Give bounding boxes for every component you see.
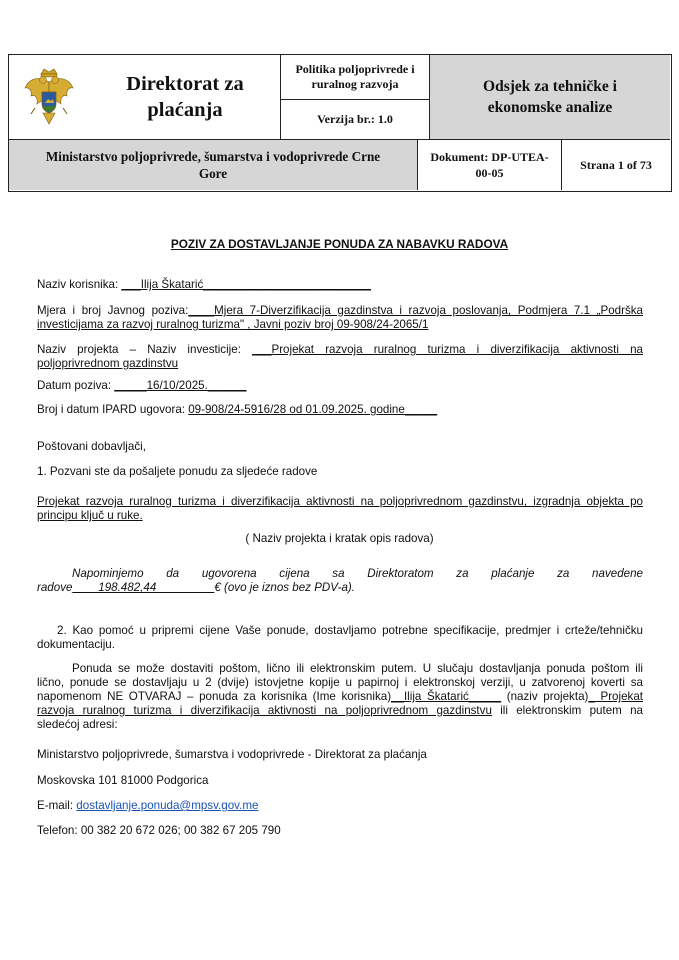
ipard-value: 09-908/24-5916/28 od 01.09.2025. godine (188, 403, 405, 416)
ministry-line1: Ministarstvo poljoprivrede, šumarstva i vodoprivrede Crne (45, 149, 381, 164)
policy-line1: Politika poljoprivrede i (295, 62, 415, 76)
document-id-line2: 00-05 (475, 166, 504, 180)
user-field (37, 278, 643, 292)
policy-cell (281, 55, 430, 100)
delivery-line3a: napomenom NE OTVARAJ – ponuda za korisnika (Ime korisnika) (37, 690, 392, 703)
ministry-cell (9, 140, 418, 190)
call-label: Mjera i broj Javnog poziva: (37, 304, 189, 317)
page-number-cell (562, 140, 670, 190)
delivery-line3d: _ Projekat (588, 690, 643, 703)
ipard-label: Broj i datum IPARD ugovora: (37, 403, 189, 416)
email-label: E-mail: (37, 799, 77, 812)
header-logo-cell (9, 55, 281, 140)
delivery-line3c: (naziv projekta) (501, 690, 589, 703)
version-cell (281, 100, 430, 140)
document-title: POZIV ZA DOSTAVLJANJE PONUDA ZA NABAVKU RADOVA (170, 237, 509, 251)
phone-row: Telefon: 00 382 20 672 026; 00 382 67 205 790 (37, 824, 281, 837)
project-field (37, 343, 643, 371)
call-line1: ____Mjera 7-Diverzifikacija gazdinstva i razvoja poslovanja, Podmjera 7.1 „Podrška (188, 304, 643, 317)
delivery-line4b: ili elektronskim putem na (491, 704, 643, 717)
note-line2-post: € (ovo je iznos bez PDV-a). (214, 581, 355, 594)
ipard-field (37, 403, 643, 417)
page-number: Strana 1 of 73 (580, 157, 652, 172)
delivery-project-name: razvoja ruralnog turizma i diverzifikacija aktivnosti na poljoprivrednom gazdinstvu (37, 704, 492, 717)
item2-line2: dokumentaciju. (37, 638, 115, 651)
user-value: ___Ilija Škatarić__________________________ (121, 278, 371, 291)
document-header (8, 54, 672, 192)
item-2 (37, 624, 643, 652)
project-label: Naziv projekta – Naziv investicije: (37, 343, 241, 356)
call-field (37, 304, 643, 332)
delivery-line1: Ponuda se može dostaviti poštom, lično ili elektronskim putem. U slučaju dostavljanja ponuda poštom ili (72, 662, 643, 675)
contract-amount: ____198.482,44_________ (72, 581, 215, 594)
call-line2: investicijama za razvoj ruralnog turizma" , Javni poziv broj 09-908/24-2065/1 (37, 318, 429, 331)
note-line1: Napominjemo da ugovorena cijena sa Direktoratom za plaćanje za navedene (72, 567, 643, 580)
document-id-cell (418, 140, 562, 190)
item2-line1: 2. Kao pomoć u pripremi cijene Vaše ponude, dostavljamo potrebne specifikacije, predmjer i crteže/tehničku (57, 624, 643, 637)
ministry-line2: Gore (198, 166, 228, 181)
address-ministry: Ministarstvo poljoprivrede, šumarstva i vodoprivrede - Direktorat za plaćanja (37, 748, 427, 761)
greeting: Poštovani dobavljači, (37, 440, 146, 453)
date-value: _____16/10/2025.______ (114, 379, 247, 392)
delivery-line2: lično, ponude se dostavljaju u 2 (dvije) istovjetne kopije u papirnoj i elektronskoj verziji, u zatvorenoj koverti sa (37, 676, 643, 689)
directorate-name-line1: Direktorat za (126, 73, 244, 95)
ipard-tail: _____ (404, 403, 438, 416)
works-description (37, 495, 643, 523)
department-line1: Odsjek za tehničke i (483, 78, 617, 95)
price-note (37, 567, 643, 595)
project-value-line2: poljoprivrednom gazdinstvu (37, 357, 179, 370)
date-field (37, 379, 643, 393)
email-row (37, 799, 643, 813)
coat-of-arms-icon (23, 68, 75, 128)
department-cell (430, 55, 670, 140)
note-line2-pre: radove (37, 581, 73, 594)
policy-line2: ruralnog razvoja (311, 77, 399, 91)
delivery-user-name: __Ilija Škatarić_____ (391, 690, 502, 703)
project-value-line1: ___Projekat razvoja ruralnog turizma i diverzifikacija aktivnosti na (252, 343, 643, 356)
user-label: Naziv korisnika: (37, 278, 122, 291)
date-label: Datum poziva: (37, 379, 115, 392)
works-caption: ( Naziv projekta i kratak opis radova) (245, 532, 434, 545)
version-label: Verzija br.: 1.0 (317, 112, 393, 126)
department-line2: ekonomske analize (487, 99, 613, 116)
works-line2: principu ključ u ruke. (37, 509, 143, 522)
item-1: 1. Pozvani ste da pošaljete ponudu za sljedeće radove (37, 465, 318, 478)
works-line1: Projekat razvoja ruralnog turizma i diverzifikacija aktivnosti na poljoprivrednom gazdinstvu, izgradnja objekta po (37, 495, 643, 508)
delivery-paragraph (37, 662, 643, 732)
email-link[interactable]: dostavljanje.ponuda@mpsv.gov.me (76, 799, 259, 812)
address-street: Moskovska 101 81000 Podgorica (37, 774, 209, 787)
delivery-line5: sledećoj adresi: (37, 718, 118, 731)
directorate-name-line2: plaćanja (147, 99, 223, 121)
document-id-line1: Dokument: DP-UTEA- (430, 150, 549, 164)
